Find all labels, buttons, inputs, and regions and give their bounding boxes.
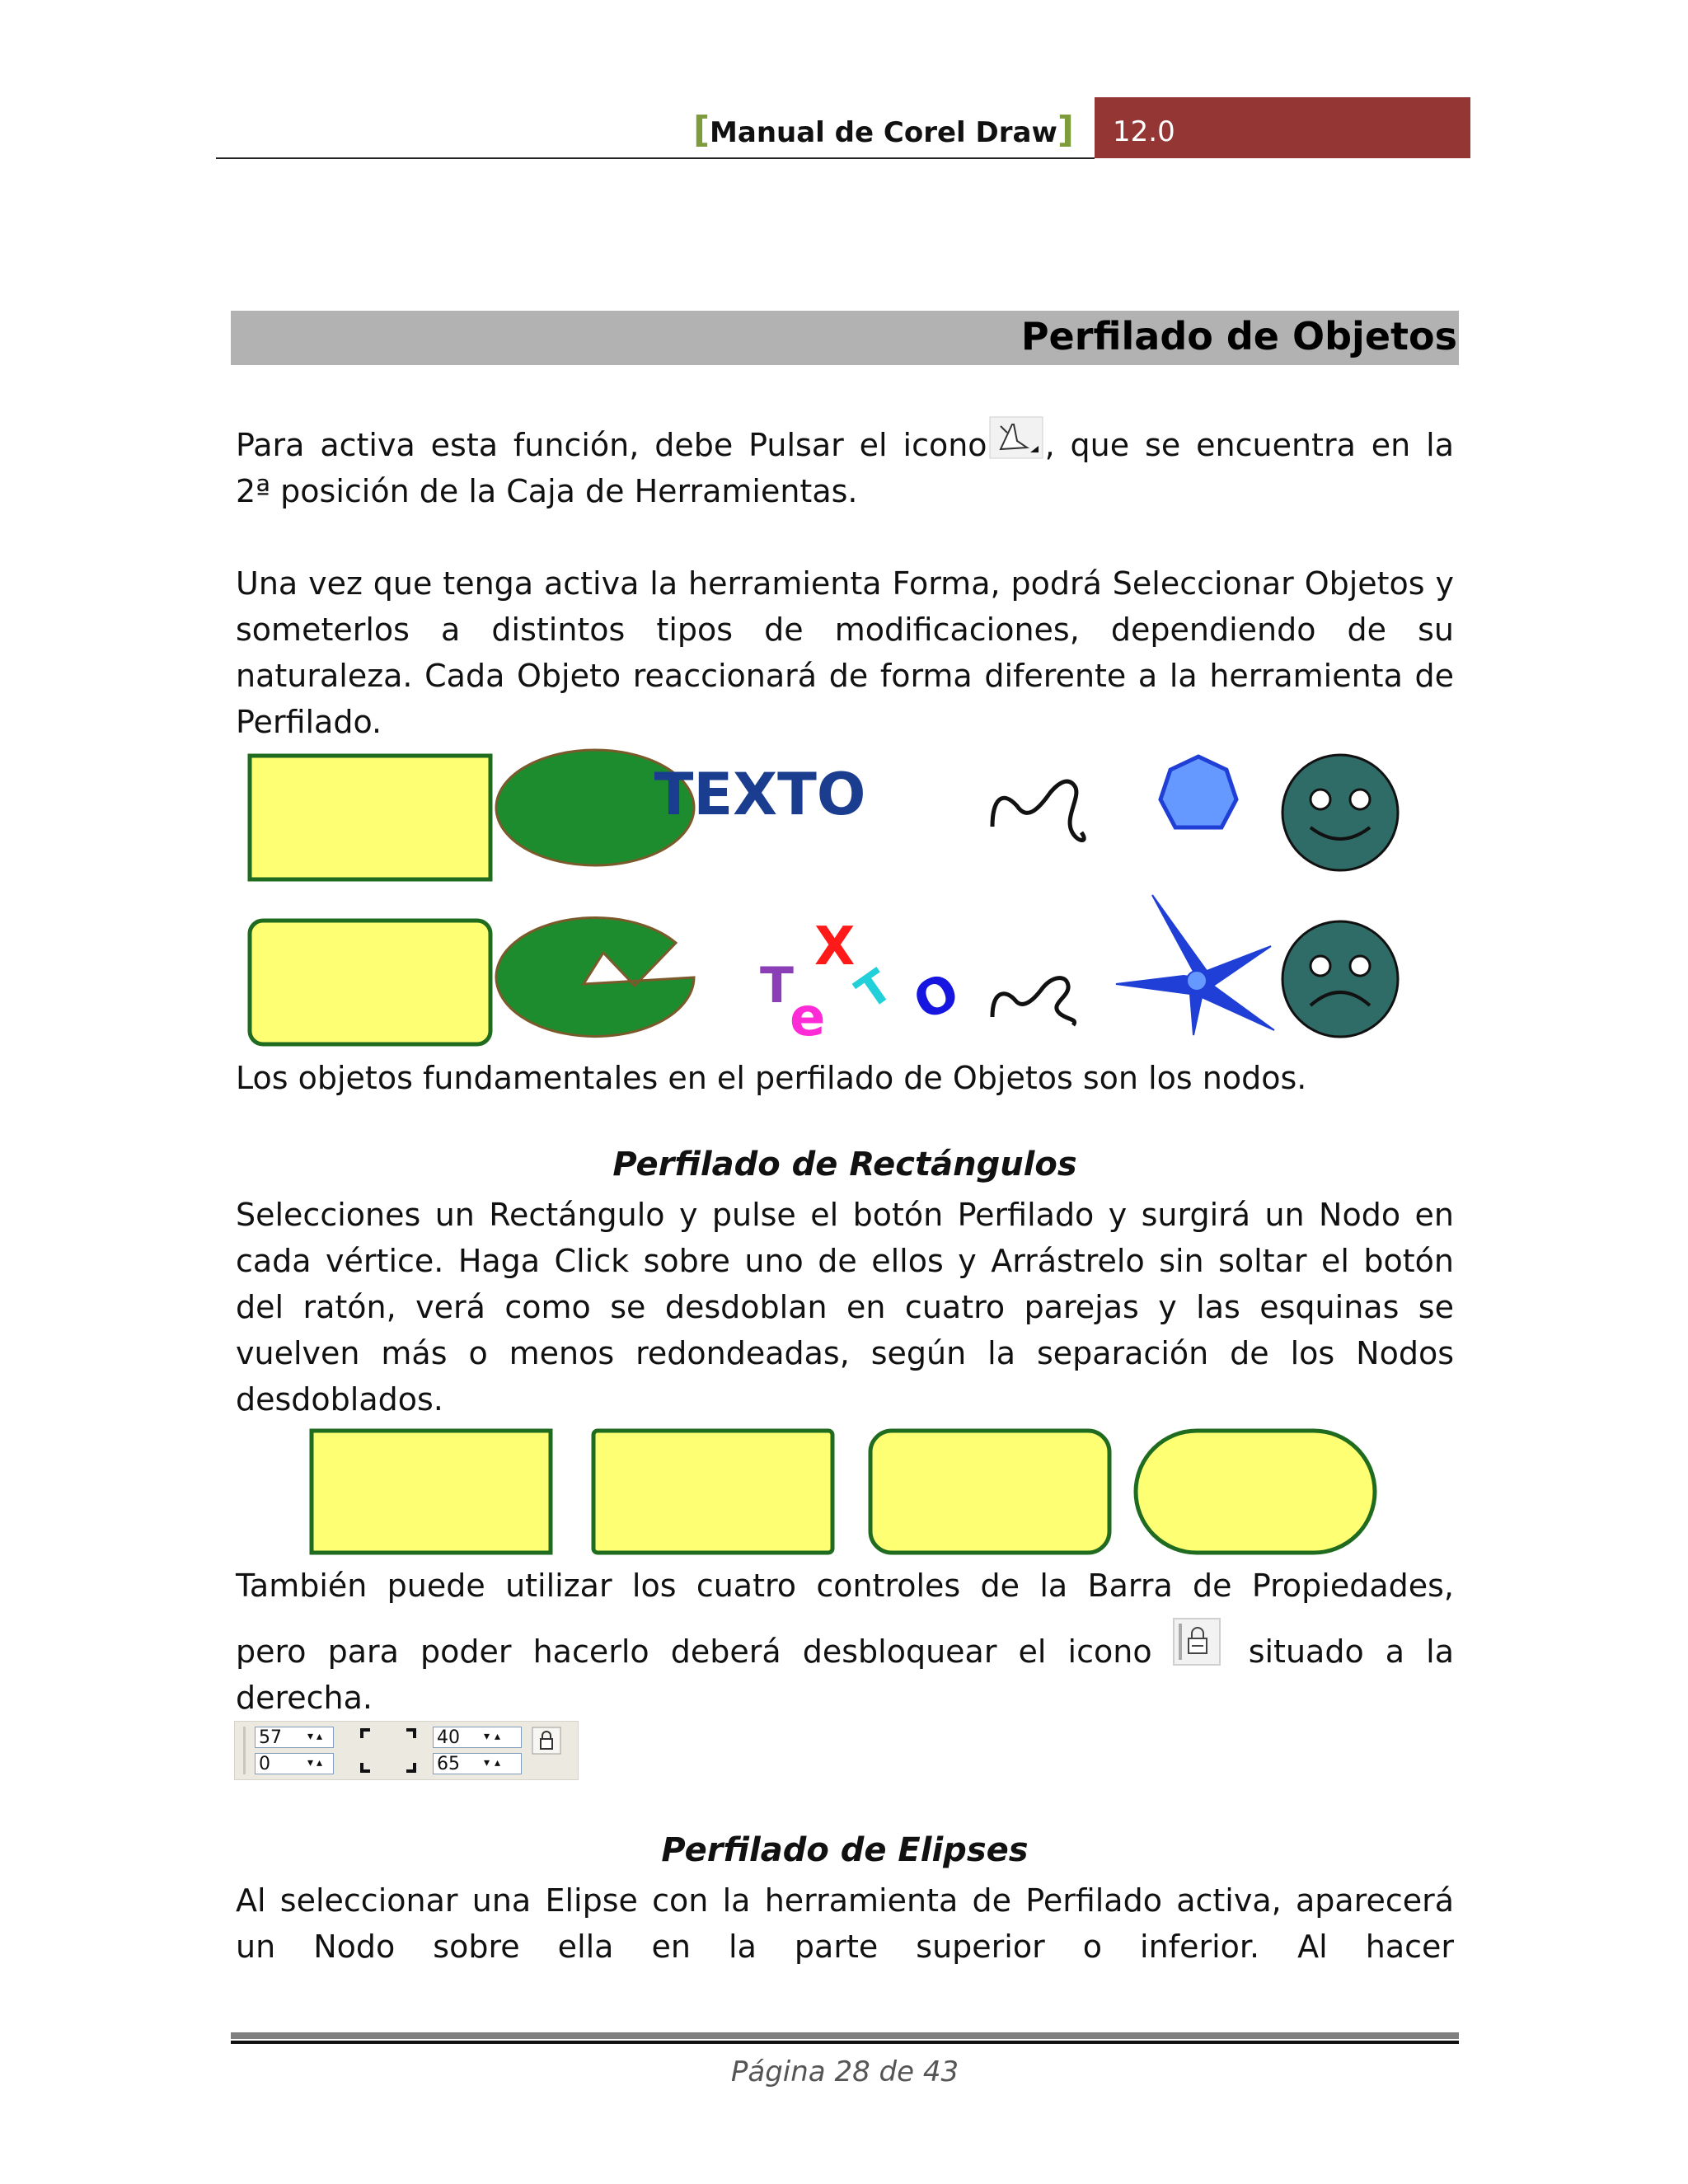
curve-shaped (992, 978, 1075, 1025)
shape-tool-icon (989, 416, 1043, 459)
bracket-close: ] (1057, 109, 1074, 151)
corner-bottom-left-value: 0 (259, 1754, 270, 1774)
texto-shaped (760, 916, 968, 1047)
property-bar (234, 1721, 579, 1780)
p5-text-b: situado a la (1248, 1633, 1454, 1670)
corner-top-left-value: 57 (259, 1727, 282, 1748)
spinner-icon[interactable]: ▾▴ (484, 1730, 506, 1743)
p5-text-a: pero para poder hacerlo deberá desbloquear el icono (236, 1633, 1152, 1670)
letter-t: T (760, 957, 794, 1015)
letter-o: O (905, 962, 968, 1033)
paragraph-2: Una vez que tenga activa la herramienta Forma, podrá Seleccionar Objetos y someterlos a distintos tipos de modificaciones, dependiendo de su naturaleza. Cada Objeto reaccionará de forma diferente a la herramienta de Perfilado. (236, 565, 1454, 740)
paragraph-5-line-1: También puede utilizar los cuatro controles de la Barra de Propiedades, (236, 1568, 1454, 1604)
footer-rule-thin (231, 2041, 1459, 2044)
paragraph-6: Al seleccionar una Elipse con la herramienta de Perfilado activa, aparecerá un Nodo sobre ella en la parte superior o inferior. Al hacer (236, 1882, 1454, 1965)
rect-slight-round (593, 1431, 832, 1553)
letter-t2: T (846, 959, 902, 1019)
header-rule (216, 157, 1095, 159)
footer-rule-thick (231, 2032, 1459, 2039)
rectangle-rounded-corners (250, 921, 490, 1044)
heptagon-original (1160, 757, 1236, 827)
paragraph-3: Los objetos fundamentales en el perfilado de Objetos son los nodos. (236, 1060, 1307, 1096)
smiley-face (1282, 755, 1398, 870)
p1-text-a: Para activa esta función, debe Pulsar el icono (236, 427, 987, 463)
header-version: 12.0 (1113, 115, 1175, 148)
bracket-open: [ (692, 109, 710, 151)
rectangle-original (250, 756, 490, 879)
spinner-icon[interactable]: ▾▴ (307, 1730, 326, 1743)
ellipse-pie (496, 918, 694, 1037)
header-title (693, 109, 1074, 151)
paragraph-5-line-3: derecha. (236, 1680, 373, 1716)
shaping-examples-figure (236, 742, 1414, 1047)
star-shape (1116, 895, 1274, 1035)
paragraph-1-line-2: 2ª posición de la Caja de Herramientas. (236, 473, 858, 509)
rect-medium-round (870, 1431, 1109, 1553)
rect-full-round (1136, 1431, 1375, 1553)
corner-bottom-right-input[interactable] (433, 1753, 522, 1774)
texto-original: TEXTO (654, 761, 866, 828)
rect-square-corners (312, 1431, 551, 1553)
paragraph-1-line-1 (236, 422, 1454, 469)
subtitle-rectangles: Perfilado de Rectángulos (612, 1146, 1077, 1183)
spinner-icon[interactable]: ▾▴ (484, 1756, 506, 1769)
corner-top-right-input[interactable] (433, 1727, 522, 1748)
subtitle-ellipses: Perfilado de Elipses (661, 1831, 1029, 1869)
lock-icon (1172, 1617, 1221, 1666)
paragraph-4: Selecciones un Rectángulo y pulse el botón Perfilado y surgirá un Nodo en cada vértice. Haga Click sobre uno de ellos y Arrástrelo sin soltar el botón del ratón, verá como se desdoblan en cuatro parejas y las esquinas se vuelven más o menos redondeadas, según la separación de los Nodos desdoblados. (236, 1197, 1454, 1418)
curve-original (992, 781, 1084, 840)
letter-e: e (790, 987, 826, 1047)
paragraph-5-line-2 (236, 1627, 1454, 1676)
lock-icon[interactable] (532, 1727, 561, 1755)
p1-text-b: , que se encuentra en la (1044, 427, 1454, 463)
page-number: Página 28 de 43 (730, 2055, 959, 2088)
corner-brackets-icon (359, 1727, 421, 1774)
letter-x: X (814, 916, 856, 977)
corner-bottom-right-value: 65 (437, 1754, 460, 1774)
sad-face (1282, 921, 1398, 1037)
spinner-icon[interactable]: ▾▴ (307, 1756, 326, 1769)
header-title-text: Manual de Corel Draw (710, 116, 1057, 149)
corner-top-right-value: 40 (437, 1727, 460, 1748)
bar-grip (243, 1727, 246, 1774)
rounded-rectangles-figure (305, 1424, 1385, 1558)
section-title: Perfilado de Objetos (1020, 314, 1457, 359)
